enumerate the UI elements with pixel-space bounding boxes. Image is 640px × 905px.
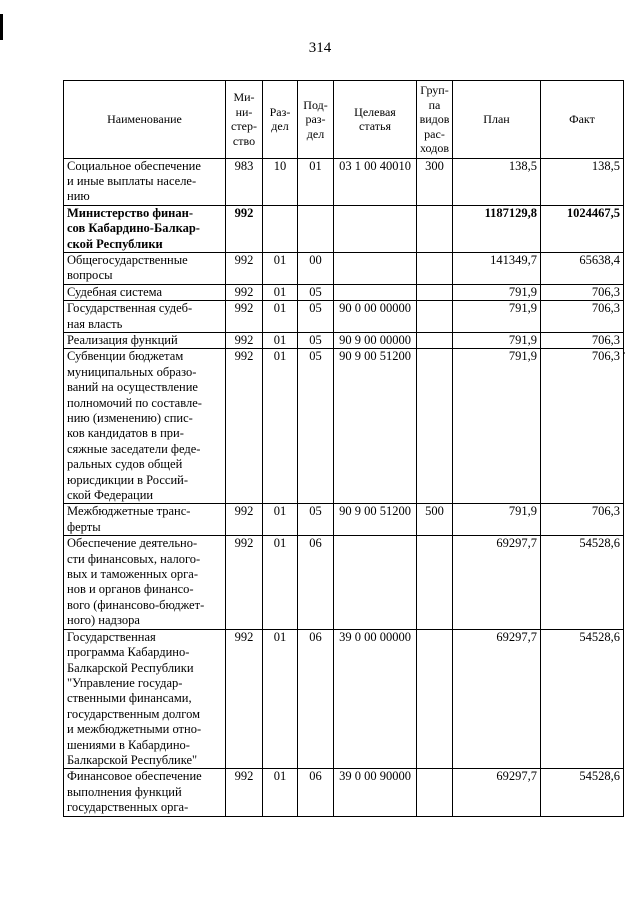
cell-ministry: 992 xyxy=(226,504,263,536)
cell-target: 90 0 00 00000 xyxy=(334,301,417,333)
cell-target: 90 9 00 51200 xyxy=(334,504,417,536)
cell-section: 01 xyxy=(263,629,298,769)
header-group: Груп- па видов рас- ходов xyxy=(417,81,453,159)
cell-section: 01 xyxy=(263,301,298,333)
cell-group xyxy=(417,284,453,300)
cell-name: Финансовое обеспечение выполнения функций государственных орга- xyxy=(64,769,226,816)
cell-section: 01 xyxy=(263,252,298,284)
header-subsection: Под- раз- дел xyxy=(298,81,334,159)
header-target: Целевая статья xyxy=(334,81,417,159)
cell-section: 01 xyxy=(263,332,298,348)
cell-fact: 138,5 xyxy=(541,158,624,205)
cell-section xyxy=(263,205,298,252)
cell-fact: 706,3 xyxy=(541,504,624,536)
cell-subsection: 06 xyxy=(298,536,334,629)
table-row xyxy=(64,349,624,504)
cell-target: 39 0 00 00000 xyxy=(334,629,417,769)
cell-plan: 69297,7 xyxy=(453,769,541,816)
cell-target xyxy=(334,536,417,629)
cell-fact: 706,3 xyxy=(541,301,624,333)
cell-group: 300 xyxy=(417,158,453,205)
table-header-row xyxy=(64,81,624,159)
cell-ministry: 983 xyxy=(226,158,263,205)
cell-ministry: 992 xyxy=(226,284,263,300)
cell-group xyxy=(417,301,453,333)
table-row xyxy=(64,769,624,816)
cell-ministry: 992 xyxy=(226,629,263,769)
cell-ministry: 992 xyxy=(226,769,263,816)
cell-group xyxy=(417,349,453,504)
cell-plan: 138,5 xyxy=(453,158,541,205)
header-plan: План xyxy=(453,81,541,159)
cell-plan: 1187129,8 xyxy=(453,205,541,252)
cell-plan: 791,9 xyxy=(453,349,541,504)
cell-subsection: 05 xyxy=(298,284,334,300)
cell-target: 39 0 00 90000 xyxy=(334,769,417,816)
cell-group xyxy=(417,536,453,629)
cell-name: Государственная судеб- ная власть xyxy=(64,301,226,333)
cell-ministry: 992 xyxy=(226,332,263,348)
cell-group xyxy=(417,629,453,769)
cell-ministry: 992 xyxy=(226,205,263,252)
cell-name: Обеспечение деятельно- сти финансовых, налого- вых и таможенных орга- нов и органов финансо- вого (финансово-бюджет- ного) надзора xyxy=(64,536,226,629)
cell-plan: 69297,7 xyxy=(453,536,541,629)
header-section: Раз- дел xyxy=(263,81,298,159)
cell-ministry: 992 xyxy=(226,536,263,629)
cell-group: 500 xyxy=(417,504,453,536)
cell-name: Субвенции бюджетам муниципальных образо- ваний на осуществление полномочий по составле- нию (изменению) спис- ков кандидатов в при- сяжные заседатели феде- ральных судов общей юрисдикции в Россий- ской Федерации xyxy=(64,349,226,504)
cell-section: 01 xyxy=(263,504,298,536)
table-row xyxy=(64,284,624,300)
table-row xyxy=(64,536,624,629)
cell-subsection: 06 xyxy=(298,769,334,816)
cell-fact: 1024467,5 xyxy=(541,205,624,252)
cell-fact: 706,3 xyxy=(541,284,624,300)
cell-target: 90 9 00 51200 xyxy=(334,349,417,504)
cell-plan: 791,9 xyxy=(453,301,541,333)
header-ministry: Ми- ни- стер- ство xyxy=(226,81,263,159)
cell-fact: 54528,6 xyxy=(541,629,624,769)
cell-subsection: 00 xyxy=(298,252,334,284)
cell-ministry: 992 xyxy=(226,349,263,504)
cell-group xyxy=(417,205,453,252)
cell-group xyxy=(417,332,453,348)
cell-fact: 54528,6 xyxy=(541,536,624,629)
page-number: 314 xyxy=(308,40,332,56)
cell-ministry: 992 xyxy=(226,252,263,284)
header-fact: Факт xyxy=(541,81,624,159)
cell-fact: 706,3 xyxy=(541,332,624,348)
cell-name: Общегосударственные вопросы xyxy=(64,252,226,284)
cell-section: 01 xyxy=(263,349,298,504)
cell-target xyxy=(334,284,417,300)
cell-section: 01 xyxy=(263,536,298,629)
table-row xyxy=(64,252,624,284)
cell-subsection: 05 xyxy=(298,349,334,504)
cell-target xyxy=(334,252,417,284)
cell-plan: 791,9 xyxy=(453,284,541,300)
cell-subsection: 01 xyxy=(298,158,334,205)
cell-plan: 69297,7 xyxy=(453,629,541,769)
cell-name: Государственная программа Кабардино- Балкарской Республики "Управление государ- ственными финансами, государственным долгом и межбюджетными отно- шениями в Кабардино- Балкарской Республике" xyxy=(64,629,226,769)
cell-section: 01 xyxy=(263,284,298,300)
cell-plan: 791,9 xyxy=(453,504,541,536)
cell-group xyxy=(417,769,453,816)
table-row xyxy=(64,158,624,205)
cell-fact: 54528,6 xyxy=(541,769,624,816)
budget-table xyxy=(63,80,624,817)
table-row xyxy=(64,629,624,769)
cell-ministry: 992 xyxy=(226,301,263,333)
cell-subsection: 06 xyxy=(298,629,334,769)
cell-name: Социальное обеспечение и иные выплаты населе- нию xyxy=(64,158,226,205)
cell-subsection: 05 xyxy=(298,301,334,333)
cell-plan: 791,9 xyxy=(453,332,541,348)
table-body xyxy=(64,158,624,816)
cell-target: 03 1 00 40010 xyxy=(334,158,417,205)
cell-subsection: 05 xyxy=(298,332,334,348)
table-row xyxy=(64,332,624,348)
cell-name: Межбюджетные транс- ферты xyxy=(64,504,226,536)
cell-subsection xyxy=(298,205,334,252)
cell-name: Реализация функций xyxy=(64,332,226,348)
cell-name: Судебная система xyxy=(64,284,226,300)
cell-name: Министерство финан- сов Кабардино-Балкар- ской Республики xyxy=(64,205,226,252)
table-row xyxy=(64,504,624,536)
cell-plan: 141349,7 xyxy=(453,252,541,284)
table-row xyxy=(64,205,624,252)
cell-fact: 65638,4 xyxy=(541,252,624,284)
cell-target: 90 9 00 00000 xyxy=(334,332,417,348)
cell-target xyxy=(334,205,417,252)
cell-section: 10 xyxy=(263,158,298,205)
cell-section: 01 xyxy=(263,769,298,816)
cell-group xyxy=(417,252,453,284)
table-row xyxy=(64,301,624,333)
header-name: Наименование xyxy=(64,81,226,159)
cell-subsection: 05 xyxy=(298,504,334,536)
cell-fact: 706,3 xyxy=(541,349,624,504)
margin-mark xyxy=(0,14,3,40)
